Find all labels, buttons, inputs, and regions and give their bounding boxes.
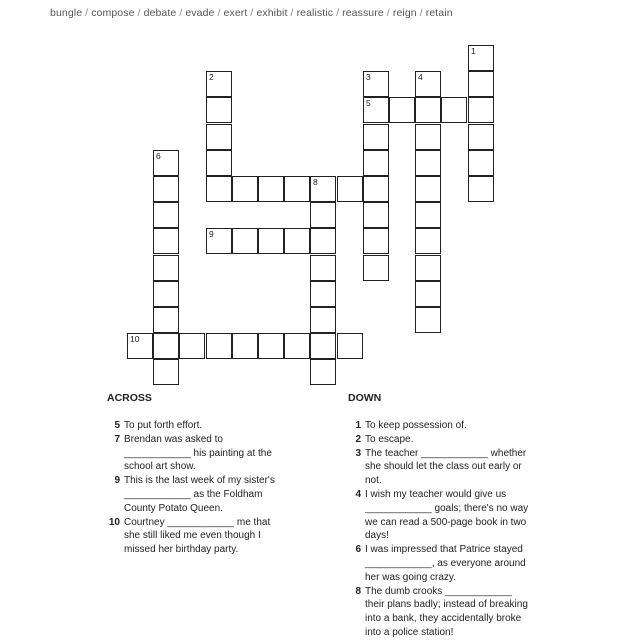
clue-number: 2 xyxy=(355,433,361,445)
grid-cell[interactable] xyxy=(363,176,389,202)
grid-cell[interactable] xyxy=(206,150,232,176)
clue-text: not. xyxy=(365,475,382,487)
word-bank-separator: / xyxy=(247,7,257,19)
grid-cell[interactable] xyxy=(310,281,336,307)
grid-cell[interactable] xyxy=(468,176,494,202)
grid-cell[interactable] xyxy=(153,255,179,281)
grid-cell[interactable] xyxy=(153,359,179,385)
grid-cell[interactable] xyxy=(153,281,179,307)
grid-cell[interactable] xyxy=(415,202,441,228)
down-clue-2 xyxy=(348,433,538,447)
down-clue-4 xyxy=(348,488,538,543)
grid-cell[interactable] xyxy=(468,124,494,150)
grid-cell[interactable] xyxy=(153,333,179,359)
cell-number: 3 xyxy=(366,72,371,82)
grid-cell[interactable] xyxy=(153,150,179,176)
grid-cell[interactable] xyxy=(363,202,389,228)
across-clue-10 xyxy=(107,516,297,557)
word-bank-word: evade xyxy=(185,7,215,19)
clue-text: she should let the class out early or xyxy=(365,461,522,473)
word-bank-word: reign xyxy=(392,7,417,19)
clue-text: The teacher ____________ whether xyxy=(365,447,527,459)
clue-text: ____________ his painting at the xyxy=(124,447,272,459)
grid-cell[interactable] xyxy=(258,176,284,202)
grid-cell[interactable] xyxy=(310,307,336,333)
grid-cell[interactable] xyxy=(179,333,205,359)
word-bank-separator: / xyxy=(287,7,297,19)
clue-text: we can read a 500-page book in two xyxy=(365,516,527,528)
clue-text: I wish my teacher would give us xyxy=(365,488,507,500)
cell-number: 6 xyxy=(156,151,161,161)
grid-cell[interactable] xyxy=(310,359,336,385)
clue-text: This is the last week of my sister's xyxy=(124,475,275,487)
grid-cell[interactable] xyxy=(363,150,389,176)
word-bank-separator: / xyxy=(214,7,224,19)
down-clue-3 xyxy=(348,447,538,488)
word-bank-word: exert xyxy=(223,7,248,19)
grid-cell[interactable] xyxy=(206,176,232,202)
grid-cell[interactable] xyxy=(363,97,389,123)
word-bank-separator: / xyxy=(176,7,186,19)
across-clue-5 xyxy=(107,419,297,433)
word-bank-word: exhibit xyxy=(256,7,288,19)
grid-cell[interactable] xyxy=(415,307,441,333)
cell-number: 2 xyxy=(209,72,214,82)
across-clue-9 xyxy=(107,474,297,515)
grid-cell[interactable] xyxy=(206,124,232,150)
clue-text: their plans badly; instead of breaking xyxy=(365,599,528,611)
grid-cell[interactable] xyxy=(232,228,258,254)
grid-cell[interactable] xyxy=(389,97,415,123)
clue-text: To escape. xyxy=(365,433,414,445)
clue-text: school art show. xyxy=(124,461,196,473)
grid-cell[interactable] xyxy=(337,333,363,359)
grid-cell[interactable] xyxy=(258,333,284,359)
grid-cell[interactable] xyxy=(363,124,389,150)
word-bank-word: reassure xyxy=(342,7,384,19)
grid-cell[interactable] xyxy=(310,255,336,281)
word-bank-word: compose xyxy=(91,7,135,19)
grid-cell[interactable] xyxy=(441,97,467,123)
grid-cell[interactable] xyxy=(310,176,336,202)
grid-cell[interactable] xyxy=(363,228,389,254)
grid-cell[interactable] xyxy=(415,281,441,307)
grid-cell[interactable] xyxy=(337,176,363,202)
clue-text: To keep possession of. xyxy=(365,420,467,431)
clue-number: 5 xyxy=(114,420,120,431)
clue-text: Courtney ____________ me that xyxy=(124,516,271,528)
grid-cell[interactable] xyxy=(363,71,389,97)
grid-cell[interactable] xyxy=(153,202,179,228)
clue-text: I was impressed that Patrice stayed xyxy=(365,544,523,556)
grid-cell[interactable] xyxy=(415,71,441,97)
grid-cell[interactable] xyxy=(468,45,494,71)
clue-number: 9 xyxy=(114,475,120,487)
down-clue-1 xyxy=(348,419,538,433)
grid-cell[interactable] xyxy=(232,333,258,359)
grid-cell[interactable] xyxy=(206,333,232,359)
cell-number: 8 xyxy=(313,177,318,187)
clue-number: 4 xyxy=(355,488,361,500)
grid-cell[interactable] xyxy=(206,71,232,97)
grid-cell[interactable] xyxy=(258,228,284,254)
grid-cell[interactable] xyxy=(468,97,494,123)
clue-number: 1 xyxy=(355,420,361,431)
clue-text: Brendan was asked to xyxy=(124,433,223,445)
cell-number: 5 xyxy=(366,98,371,108)
clue-text: The dumb crooks ____________ xyxy=(365,585,512,597)
clue-text: her was going crazy. xyxy=(365,571,456,583)
cell-number: 9 xyxy=(209,229,214,239)
word-bank-separator: / xyxy=(333,7,343,19)
word-bank-word: bungle xyxy=(50,7,83,19)
grid-cell[interactable] xyxy=(363,255,389,281)
clue-text: ____________ as the Foldham xyxy=(124,488,263,500)
grid-cell[interactable] xyxy=(310,228,336,254)
across-clue-7 xyxy=(107,433,297,474)
grid-cell[interactable] xyxy=(284,176,310,202)
clue-number: 3 xyxy=(355,447,361,459)
down-clue-6 xyxy=(348,543,538,584)
grid-cell[interactable] xyxy=(415,124,441,150)
grid-cell[interactable] xyxy=(284,333,310,359)
grid-cell[interactable] xyxy=(206,97,232,123)
clue-number: 8 xyxy=(355,585,361,597)
clue-text: she still liked me even though I xyxy=(124,530,261,542)
grid-cell[interactable] xyxy=(310,202,336,228)
word-bank-word: debate xyxy=(143,7,177,19)
grid-cell[interactable] xyxy=(310,333,336,359)
grid-cell[interactable] xyxy=(415,97,441,123)
clue-text: into a bank, they accidentally broke xyxy=(365,613,522,625)
clue-text: missed her birthday party. xyxy=(124,544,239,556)
cell-number: 4 xyxy=(418,72,423,82)
clue-text: ____________ goals; there's no way xyxy=(365,502,529,514)
clue-text: To put forth effort. xyxy=(124,420,203,431)
grid-cell[interactable] xyxy=(284,228,310,254)
grid-cell[interactable] xyxy=(153,228,179,254)
clue-text: days! xyxy=(365,530,389,542)
grid-cell[interactable] xyxy=(415,228,441,254)
grid-cell[interactable] xyxy=(127,333,153,359)
across-heading: ACROSS xyxy=(107,392,152,404)
clue-number: 10 xyxy=(108,516,120,528)
grid-cell[interactable] xyxy=(415,150,441,176)
down-heading: DOWN xyxy=(348,392,382,404)
down-clues xyxy=(348,419,538,640)
word-bank-separator: / xyxy=(416,7,426,19)
word-bank-word: retain xyxy=(425,7,453,19)
grid-cell[interactable] xyxy=(415,255,441,281)
grid-cell[interactable] xyxy=(153,307,179,333)
clue-text: County Potato Queen. xyxy=(124,502,223,514)
word-bank-separator: / xyxy=(134,7,144,19)
clue-text: into a police station! xyxy=(365,626,454,638)
grid-cell[interactable] xyxy=(206,228,232,254)
word-bank-word: realistic xyxy=(296,7,334,19)
clue-text: ____________, as everyone around xyxy=(365,557,526,569)
clue-number: 6 xyxy=(355,544,361,556)
grid-cell[interactable] xyxy=(153,176,179,202)
grid-cell[interactable] xyxy=(415,176,441,202)
grid-cell[interactable] xyxy=(468,150,494,176)
grid-cell[interactable] xyxy=(232,176,258,202)
cell-number: 10 xyxy=(130,334,140,344)
down-clue-8 xyxy=(348,585,538,640)
across-clues xyxy=(107,419,297,557)
grid-cell[interactable] xyxy=(468,71,494,97)
word-bank-separator: / xyxy=(383,7,393,19)
word-bank-separator: / xyxy=(82,7,92,19)
cell-number: 1 xyxy=(471,46,476,56)
clue-number: 7 xyxy=(114,433,120,445)
